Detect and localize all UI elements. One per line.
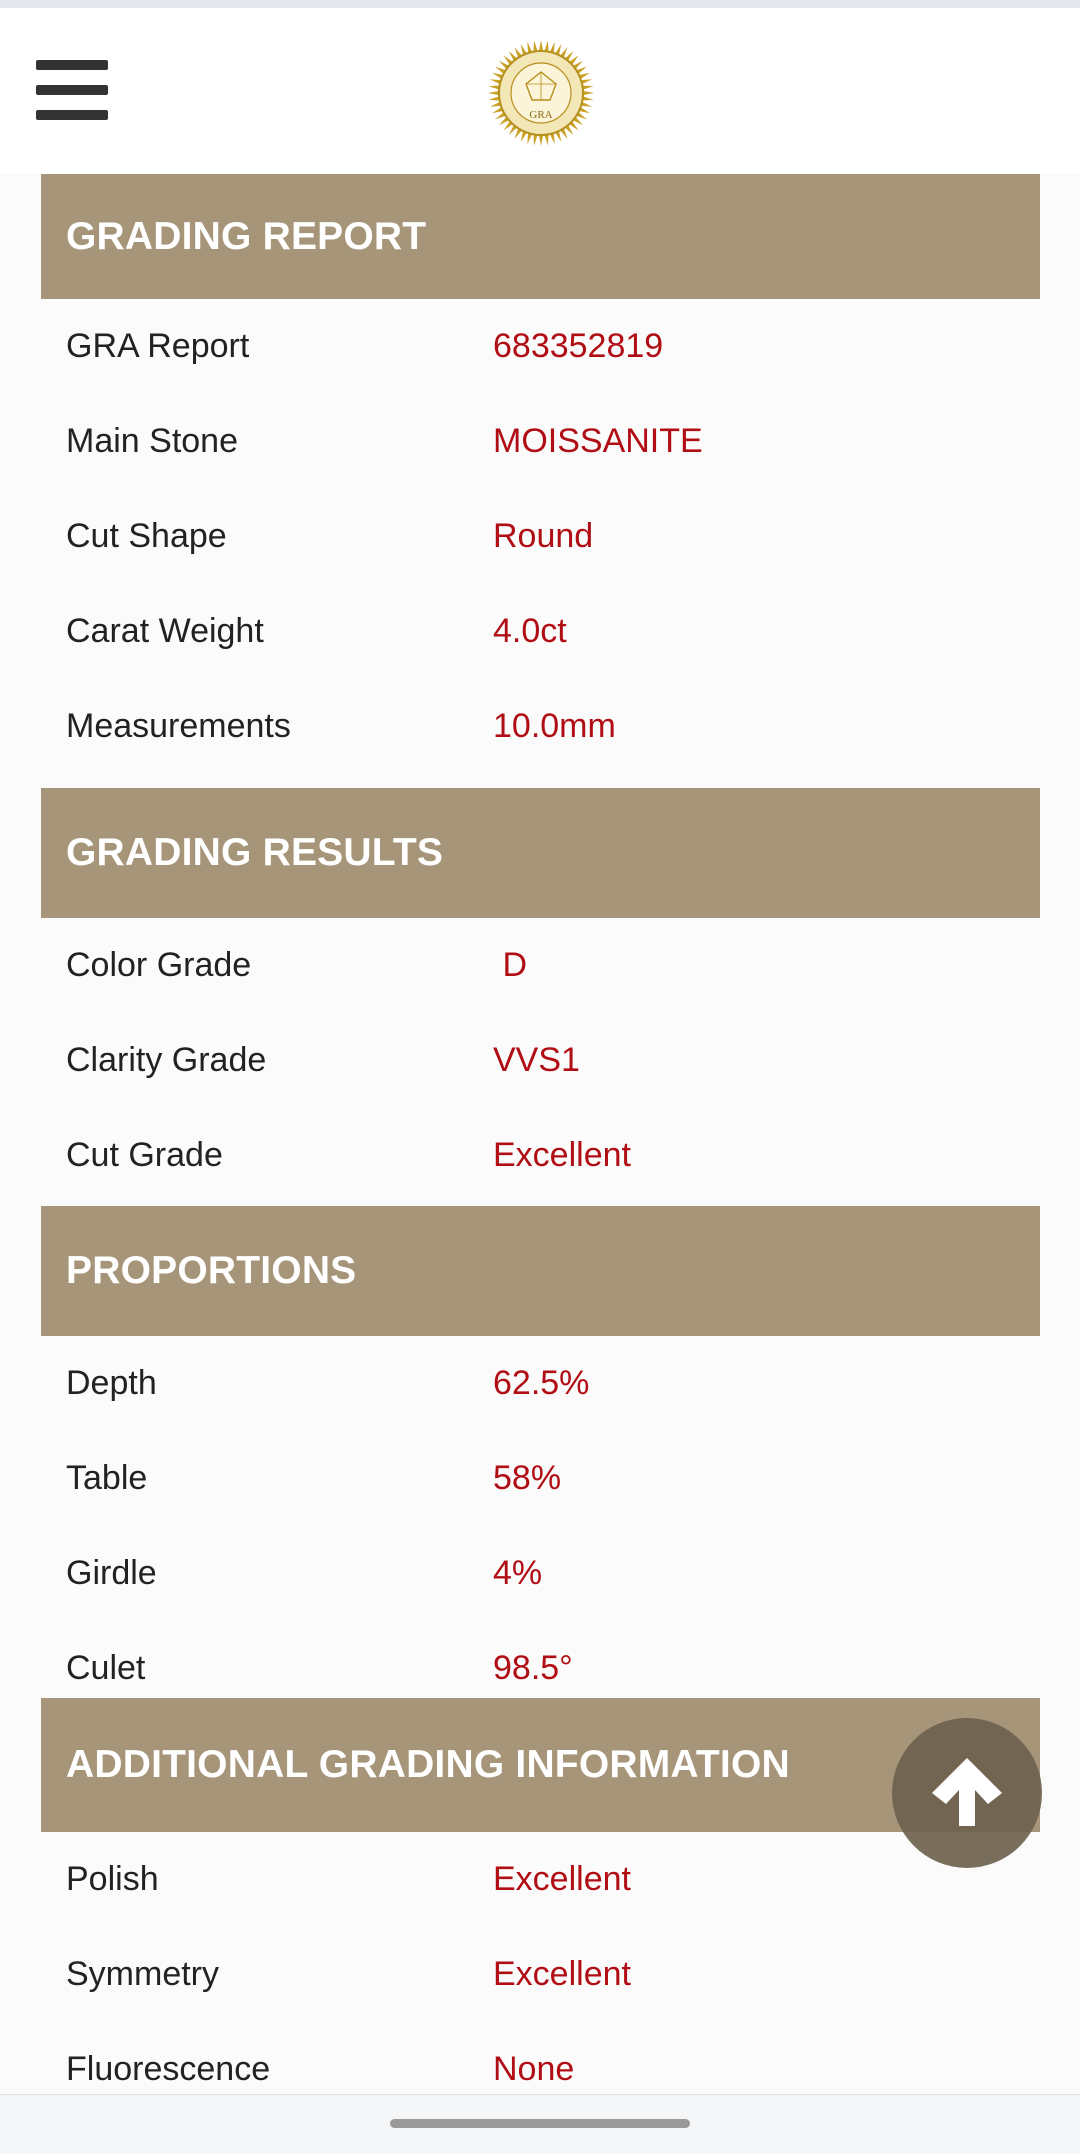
logo-ray (488, 91, 499, 95)
arrow-up-icon (926, 1752, 1008, 1834)
row-value: MOISSANITE (493, 422, 703, 460)
row-label: Clarity Grade (66, 1041, 267, 1079)
table-row (0, 1108, 1080, 1203)
row-value: 58% (493, 1459, 562, 1497)
logo-ray (544, 134, 548, 145)
table-row (0, 1927, 1080, 2022)
table-row (0, 918, 1080, 1013)
table-row (0, 584, 1080, 679)
row-value: Excellent (493, 1860, 631, 1898)
row-value: 4.0ct (493, 612, 567, 650)
table-row (0, 299, 1080, 394)
logo-ray (488, 96, 499, 100)
row-value: VVS1 (493, 1041, 580, 1079)
row-value: 62.5% (493, 1364, 590, 1402)
scroll-to-top-button[interactable] (892, 1718, 1042, 1868)
section-header-grading-report: GRADING REPORT (41, 174, 1040, 299)
logo-ray (533, 134, 537, 145)
row-label: Measurements (66, 707, 291, 745)
logo-ray (539, 40, 543, 51)
row-label: Cut Shape (66, 517, 227, 555)
row-value: None (493, 2050, 575, 2088)
row-label: Cut Grade (66, 1136, 223, 1174)
logo-ray (583, 91, 594, 95)
table-row (0, 394, 1080, 489)
row-label: Culet (66, 1649, 146, 1687)
row-value: Round (493, 517, 594, 555)
logo-ray (488, 85, 499, 89)
row-value: D (493, 946, 527, 984)
row-value: 98.5° (493, 1649, 573, 1687)
row-label: Depth (66, 1364, 157, 1402)
row-value: 10.0mm (493, 707, 616, 745)
table-row (0, 1526, 1080, 1621)
table-row (0, 489, 1080, 584)
logo-ray (533, 40, 537, 51)
table-row (0, 1431, 1080, 1526)
logo-text: GRA (529, 109, 553, 121)
row-label: GRA Report (66, 327, 250, 365)
system-navigation-bar (0, 2094, 1080, 2154)
table-row (0, 1336, 1080, 1431)
row-label: Carat Weight (66, 612, 264, 650)
status-top-border (0, 0, 1080, 8)
row-value: 4% (493, 1554, 543, 1592)
logo-ray (582, 96, 593, 100)
hamburger-menu-icon[interactable] (36, 58, 108, 124)
row-value: 683352819 (493, 327, 664, 365)
table-row (0, 1013, 1080, 1108)
gra-logo[interactable] (486, 38, 596, 148)
row-label: Main Stone (66, 422, 238, 460)
section-header-additional-grading: ADDITIONAL GRADING INFORMATION (41, 1698, 1040, 1832)
row-label: Polish (66, 1860, 159, 1898)
row-value: Excellent (493, 1955, 631, 1993)
row-label: Girdle (66, 1554, 157, 1592)
row-label: Fluorescence (66, 2050, 271, 2088)
row-value: Excellent (493, 1136, 631, 1174)
section-header-proportions: PROPORTIONS (41, 1206, 1040, 1336)
logo-ray (539, 135, 543, 146)
section-header-grading-results: GRADING RESULTS (41, 788, 1040, 918)
row-label: Color Grade (66, 946, 252, 984)
row-label: Symmetry (66, 1955, 219, 1993)
app-header (0, 8, 1080, 174)
home-indicator[interactable] (390, 2119, 690, 2128)
logo-ray (544, 40, 548, 51)
row-label: Table (66, 1459, 148, 1497)
logo-ray (582, 85, 593, 89)
table-row (0, 679, 1080, 774)
